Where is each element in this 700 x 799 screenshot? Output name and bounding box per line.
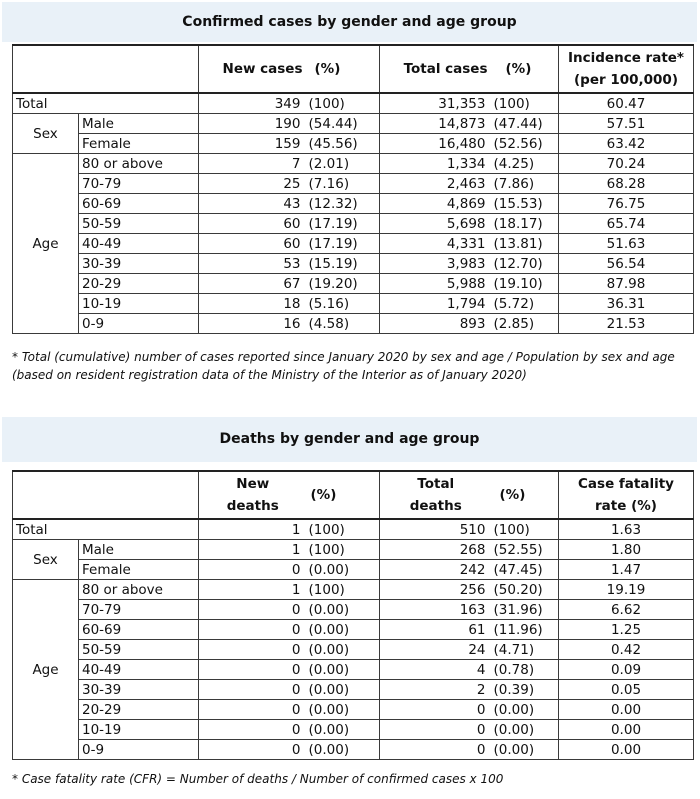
new-value: 1 [199, 580, 307, 600]
table-row [13, 314, 694, 334]
total-value: 14,873 [380, 114, 492, 134]
new-value: 53 [199, 254, 307, 274]
row-label: 20-29 [79, 700, 199, 720]
new-value: 0 [199, 720, 307, 740]
row-label: Female [79, 134, 199, 154]
total-pct-value: (47.45) [492, 560, 559, 580]
total-pct-value: (4.25) [492, 154, 559, 174]
header-total-deaths [380, 471, 492, 519]
confirmed-table-body [13, 93, 694, 334]
header-rate-line2: rate (%) [595, 498, 657, 514]
table-row [13, 580, 694, 600]
total-value: 0 [380, 740, 492, 760]
new-value: 16 [199, 314, 307, 334]
header-rate-line1: Incidence rate* [568, 50, 684, 66]
total-value: 3,983 [380, 254, 492, 274]
header-new-line1: New [236, 476, 270, 492]
header-case-fatality [559, 471, 694, 519]
row-label: 70-79 [79, 174, 199, 194]
total-pct-value: (2.85) [492, 314, 559, 334]
total-value: 1,794 [380, 294, 492, 314]
total-pct-value: (0.78) [492, 660, 559, 680]
new-value: 1 [199, 519, 307, 540]
new-value: 159 [199, 134, 307, 154]
rate-value: 1.80 [559, 540, 694, 560]
new-pct-value: (17.19) [307, 214, 380, 234]
rate-value: 21.53 [559, 314, 694, 334]
new-value: 0 [199, 680, 307, 700]
header-total-line2: deaths [409, 498, 462, 514]
new-value: 190 [199, 114, 307, 134]
header-new-pct: (%) [307, 45, 380, 93]
total-pct-value: (15.53) [492, 194, 559, 214]
new-value: 1 [199, 540, 307, 560]
new-value: 60 [199, 234, 307, 254]
group-label-age: Age [13, 154, 79, 334]
new-pct-value: (0.00) [307, 620, 380, 640]
rate-value: 1.47 [559, 560, 694, 580]
new-pct-value: (5.16) [307, 294, 380, 314]
rate-value: 57.51 [559, 114, 694, 134]
total-pct-value: (0.00) [492, 720, 559, 740]
header-new-line2: deaths [226, 498, 279, 514]
row-label: 80 or above [79, 154, 199, 174]
table-row [13, 720, 694, 740]
new-value: 60 [199, 214, 307, 234]
total-value: 163 [380, 600, 492, 620]
row-label: Male [79, 540, 199, 560]
total-pct-value: (50.20) [492, 580, 559, 600]
new-value: 0 [199, 560, 307, 580]
new-pct-value: (12.32) [307, 194, 380, 214]
total-value: 31,353 [380, 93, 492, 114]
new-value: 25 [199, 174, 307, 194]
header-total-pct: (%) [492, 471, 559, 519]
new-pct-value: (0.00) [307, 660, 380, 680]
new-pct-value: (0.00) [307, 680, 380, 700]
new-value: 0 [199, 700, 307, 720]
new-value: 7 [199, 154, 307, 174]
new-pct-value: (19.20) [307, 274, 380, 294]
row-label: 10-19 [79, 720, 199, 740]
table-row [13, 134, 694, 154]
new-value: 0 [199, 600, 307, 620]
row-label: 10-19 [79, 294, 199, 314]
row-label: 30-39 [79, 680, 199, 700]
new-pct-value: (100) [307, 580, 380, 600]
total-pct-value: (0.39) [492, 680, 559, 700]
new-pct-value: (54.44) [307, 114, 380, 134]
row-label: Female [79, 560, 199, 580]
total-value: 2,463 [380, 174, 492, 194]
total-value: 0 [380, 720, 492, 740]
table-row [13, 640, 694, 660]
total-pct-value: (18.17) [492, 214, 559, 234]
rate-value: 68.28 [559, 174, 694, 194]
table-row [13, 254, 694, 274]
rate-value: 19.19 [559, 580, 694, 600]
row-label: Total [13, 519, 199, 540]
row-label: 30-39 [79, 254, 199, 274]
new-pct-value: (0.00) [307, 700, 380, 720]
rate-value: 65.74 [559, 214, 694, 234]
total-value: 5,988 [380, 274, 492, 294]
rate-value: 51.63 [559, 234, 694, 254]
total-pct-value: (19.10) [492, 274, 559, 294]
table-row [13, 700, 694, 720]
row-label: 40-49 [79, 234, 199, 254]
total-value: 16,480 [380, 134, 492, 154]
new-pct-value: (0.00) [307, 720, 380, 740]
total-value: 510 [380, 519, 492, 540]
rate-value: 0.00 [559, 740, 694, 760]
group-label-sex: Sex [13, 540, 79, 580]
new-value: 349 [199, 93, 307, 114]
total-value: 893 [380, 314, 492, 334]
table-row [13, 620, 694, 640]
confirmed-cases-table [12, 44, 694, 334]
total-value: 24 [380, 640, 492, 660]
row-label: 70-79 [79, 600, 199, 620]
header-empty-cell [13, 45, 199, 93]
header-new-cases: New cases [199, 45, 307, 93]
header-total-cases: Total cases [380, 45, 492, 93]
table-row [13, 660, 694, 680]
table-row [13, 540, 694, 560]
row-label: Male [79, 114, 199, 134]
table-row [13, 274, 694, 294]
row-label: 80 or above [79, 580, 199, 600]
new-pct-value: (45.56) [307, 134, 380, 154]
rate-value: 0.05 [559, 680, 694, 700]
total-value: 1,334 [380, 154, 492, 174]
table-row [13, 740, 694, 760]
confirmed-footnote: * Total (cumulative) number of cases reported since January 2020 by sex and age / Population by sex and age (based on resident registration data of the Ministry of the Interior as of January 2020) [12, 350, 675, 382]
rate-value: 70.24 [559, 154, 694, 174]
new-pct-value: (2.01) [307, 154, 380, 174]
new-value: 0 [199, 620, 307, 640]
table-row [13, 194, 694, 214]
total-value: 242 [380, 560, 492, 580]
group-label-sex: Sex [13, 114, 79, 154]
total-value: 5,698 [380, 214, 492, 234]
new-value: 43 [199, 194, 307, 214]
header-incidence-rate [559, 45, 694, 93]
row-label: 40-49 [79, 660, 199, 680]
rate-value: 36.31 [559, 294, 694, 314]
table-row [13, 114, 694, 134]
total-pct-value: (52.56) [492, 134, 559, 154]
table-row [13, 154, 694, 174]
rate-value: 6.62 [559, 600, 694, 620]
row-label: Total [13, 93, 199, 114]
new-pct-value: (100) [307, 93, 380, 114]
header-new-deaths [199, 471, 307, 519]
row-label: 0-9 [79, 314, 199, 334]
header-empty-cell [13, 471, 199, 519]
new-pct-value: (7.16) [307, 174, 380, 194]
table-row [13, 600, 694, 620]
rate-value: 0.42 [559, 640, 694, 660]
new-pct-value: (0.00) [307, 640, 380, 660]
row-label: 50-59 [79, 214, 199, 234]
new-pct-value: (100) [307, 519, 380, 540]
new-pct-value: (0.00) [307, 560, 380, 580]
total-pct-value: (12.70) [492, 254, 559, 274]
deaths-table-body [13, 519, 694, 760]
rate-value: 0.00 [559, 700, 694, 720]
deaths-table [12, 470, 694, 760]
rate-value: 56.54 [559, 254, 694, 274]
total-pct-value: (31.96) [492, 600, 559, 620]
header-new-pct: (%) [307, 471, 380, 519]
table-row [13, 174, 694, 194]
total-value: 4,331 [380, 234, 492, 254]
deaths-footnote: * Case fatality rate (CFR) = Number of deaths / Number of confirmed cases x 100 [12, 772, 504, 786]
row-label: 0-9 [79, 740, 199, 760]
total-value: 61 [380, 620, 492, 640]
new-pct-value: (4.58) [307, 314, 380, 334]
rate-value: 0.09 [559, 660, 694, 680]
table-row [13, 519, 694, 540]
table-row [13, 234, 694, 254]
new-value: 0 [199, 740, 307, 760]
total-pct-value: (7.86) [492, 174, 559, 194]
group-label-age: Age [13, 580, 79, 760]
header-total-line1: Total [417, 476, 455, 492]
table-row [13, 294, 694, 314]
total-value: 268 [380, 540, 492, 560]
new-value: 67 [199, 274, 307, 294]
confirmed-table-title: Confirmed cases by gender and age group [2, 2, 697, 42]
row-label: 60-69 [79, 620, 199, 640]
total-value: 4,869 [380, 194, 492, 214]
rate-value: 1.25 [559, 620, 694, 640]
table-row [13, 680, 694, 700]
new-value: 0 [199, 660, 307, 680]
new-pct-value: (100) [307, 540, 380, 560]
total-pct-value: (52.55) [492, 540, 559, 560]
new-pct-value: (0.00) [307, 740, 380, 760]
row-label: 20-29 [79, 274, 199, 294]
rate-value: 76.75 [559, 194, 694, 214]
table-row [13, 214, 694, 234]
total-value: 0 [380, 700, 492, 720]
header-total-pct: (%) [492, 45, 559, 93]
new-value: 18 [199, 294, 307, 314]
header-rate-line1: Case fatality [578, 476, 674, 492]
total-pct-value: (0.00) [492, 740, 559, 760]
row-label: 60-69 [79, 194, 199, 214]
table-row [13, 560, 694, 580]
rate-value: 87.98 [559, 274, 694, 294]
total-pct-value: (11.96) [492, 620, 559, 640]
total-value: 256 [380, 580, 492, 600]
total-value: 2 [380, 680, 492, 700]
total-pct-value: (100) [492, 519, 559, 540]
new-pct-value: (0.00) [307, 600, 380, 620]
rate-value: 1.63 [559, 519, 694, 540]
rate-value: 0.00 [559, 720, 694, 740]
table-row [13, 93, 694, 114]
total-pct-value: (13.81) [492, 234, 559, 254]
total-pct-value: (100) [492, 93, 559, 114]
total-pct-value: (47.44) [492, 114, 559, 134]
row-label: 50-59 [79, 640, 199, 660]
total-pct-value: (4.71) [492, 640, 559, 660]
total-pct-value: (0.00) [492, 700, 559, 720]
new-pct-value: (17.19) [307, 234, 380, 254]
rate-value: 60.47 [559, 93, 694, 114]
total-value: 4 [380, 660, 492, 680]
header-rate-line2: (per 100,000) [573, 72, 678, 88]
new-value: 0 [199, 640, 307, 660]
rate-value: 63.42 [559, 134, 694, 154]
new-pct-value: (15.19) [307, 254, 380, 274]
deaths-table-title: Deaths by gender and age group [2, 417, 697, 462]
total-pct-value: (5.72) [492, 294, 559, 314]
